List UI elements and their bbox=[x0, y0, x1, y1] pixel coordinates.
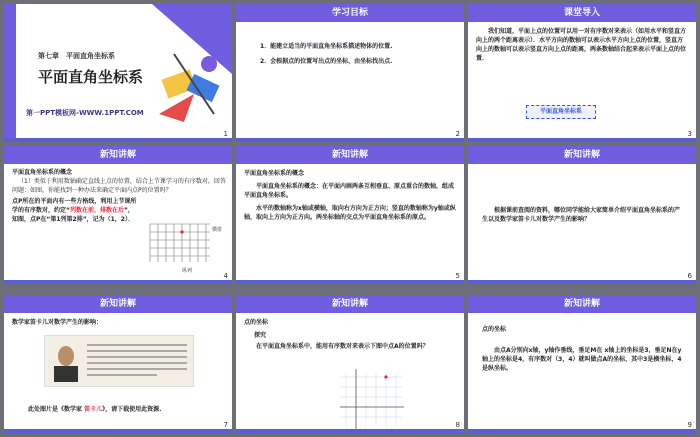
slide-8[interactable] bbox=[236, 295, 464, 433]
coordinate-plane-figure bbox=[336, 365, 406, 431]
slide-7[interactable] bbox=[4, 295, 232, 433]
slide-header: 新知讲解 bbox=[468, 146, 696, 164]
axis-definition: 水平的数轴称为x轴或横轴，取向右方向为正方向；竖直的数轴称为y轴或纵轴，取向上方向为正方向。两坐标轴的交点为平面直角坐标系的原点。 bbox=[244, 205, 456, 221]
slide-number: 7 bbox=[223, 421, 228, 429]
slide-header: 新知讲解 bbox=[4, 146, 232, 164]
slide-9[interactable] bbox=[468, 295, 696, 433]
stationery-illustration bbox=[154, 44, 229, 124]
section-heading: 平面直角坐标系的概念 bbox=[244, 170, 305, 177]
coordinate-explanation: 由点A分别向x轴，y轴作垂线，垂足M在 x轴上的坐标是3，垂足N在y轴上的坐标是4，有序数对（3，4）就叫做点A的坐标，其中3是横坐标，4是纵坐标。 bbox=[482, 347, 682, 372]
section-heading: 数学家笛卡儿对数学产生的影响： bbox=[12, 319, 103, 326]
slide-header: 课堂导入 bbox=[468, 4, 696, 22]
topic-button[interactable]: 平面直角坐标系 bbox=[526, 105, 596, 119]
question-text: （1）类似于利用数轴确定直线上点的位置，结合上节课学习的有序数对，回答问题：如图，你能找到一种办法来确定平面内点P的位置吗？ bbox=[12, 178, 226, 194]
section-heading: 点的坐标 bbox=[244, 319, 269, 326]
chapter-label: 第七章 平面直角坐标系 bbox=[38, 52, 115, 60]
slide-5[interactable] bbox=[236, 146, 464, 284]
column-label: 纵列 bbox=[182, 268, 193, 274]
slide-number: 6 bbox=[687, 272, 692, 280]
slide-4[interactable] bbox=[4, 146, 232, 284]
slide-header: 新知讲解 bbox=[4, 295, 232, 313]
slide-header: 新知讲解 bbox=[468, 295, 696, 313]
portrait-image bbox=[51, 342, 81, 382]
slide-number: 9 bbox=[687, 421, 692, 429]
answer-text: 点P所在的平面内有一些方格线，利用上节课所学的有序数对，约定“列数在前，排数在后”，知图，点P在“第1列第2排”，记为（1，2）． bbox=[12, 198, 137, 223]
discussion-prompt: 根据课前查阅的资料，哪位同学能给大家简单介绍平面直角坐标系的产生以及数学家笛卡儿对数学产生的影响？ bbox=[482, 207, 681, 223]
footer-text: 第一PPT模板网-WWW.1PPT.COM bbox=[26, 109, 144, 117]
slide-header: 新知讲解 bbox=[236, 146, 464, 164]
slide-title: 平面直角坐标系 bbox=[38, 68, 144, 86]
slide-header: 学习目标 bbox=[236, 4, 464, 22]
concept-definition: 平面直角坐标系的概念：在平面内画两条互相垂直、原点重合的数轴，组成平面直角坐标系。 bbox=[244, 183, 455, 199]
image-caption: 此处图片是《数学家 笛卡儿》，请下载使用此资源. bbox=[28, 406, 162, 413]
slide-header: 新知讲解 bbox=[236, 295, 464, 313]
descartes-card bbox=[44, 335, 194, 387]
card-text-lines bbox=[87, 344, 187, 376]
objective-2: 2．会根据点的位置写出点的坐标，由坐标找出点. bbox=[260, 58, 393, 65]
objective-1: 1．能建立适当的平面直角坐标系描述物体的位置. bbox=[260, 43, 393, 50]
intro-paragraph: 我们知道，平面上点的位置可以用一对有序数对来表示（如用水平和竖直方向上的两个距离表示）．水平方向的数轴可以表示水平方向上点的位置，竖直方向上的数轴可以表示竖直方向上点的距离，两条数轴结合起来表示平面上点的位置． bbox=[476, 28, 687, 62]
slide-number: 5 bbox=[455, 272, 460, 280]
slide-number: 8 bbox=[455, 421, 460, 429]
explore-question: 在平面直角坐标系中，能用有序数对来表示下图中点A的位置吗？ bbox=[256, 343, 429, 350]
slide-number: 1 bbox=[223, 130, 228, 138]
slide-number: 4 bbox=[223, 272, 228, 280]
stripe-decoration bbox=[4, 4, 16, 142]
row-label: 横排 bbox=[212, 227, 223, 233]
slide-1[interactable] bbox=[4, 4, 232, 142]
slide-3[interactable] bbox=[468, 4, 696, 142]
slide-number: 2 bbox=[455, 130, 460, 138]
slide-number: 3 bbox=[687, 130, 692, 138]
section-heading: 点的坐标 bbox=[482, 326, 507, 333]
slide-2[interactable] bbox=[236, 4, 464, 142]
section-heading: 平面直角坐标系的概念 bbox=[12, 169, 73, 176]
slide-6[interactable] bbox=[468, 146, 696, 284]
explore-label: 探究 bbox=[254, 332, 267, 339]
